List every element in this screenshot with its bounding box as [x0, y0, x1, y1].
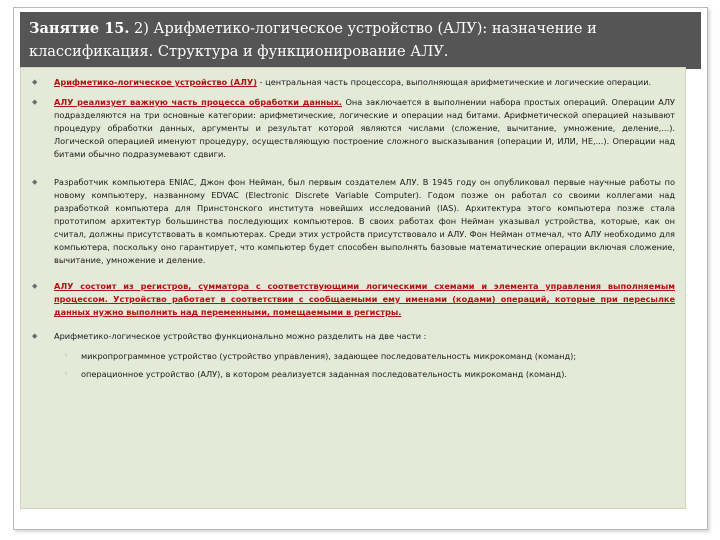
paragraph-4: ◆ АЛУ состоит из регистров, сумматора с соответствующими логическими схемами и элемента управления выполняемым процессом. Устройство работает в соответствии с сообщаемыми ему именами (кодами) операций, которые при пересылке данных нужно выполнить над переменными, помещаемыми в регистры.	[32, 281, 675, 317]
sub-bullet-icon: ◦	[64, 352, 69, 360]
bullet-icon: ◆	[32, 78, 38, 86]
paragraph-2: ◆ АЛУ реализует важную часть процесса обработки данных. Она заключается в выполнении набора простых операций. Операции АЛУ подразделяются на три основные категории: арифметические, логические и операции над битами. Арифметической операцией называют процедуру обработки данных, аргументы и результат которой являются числами (сложение, вычитание, умножение, деление,...). Логической операцией именуют процедуру, осуществляющую построение сложного высказывания (операции И, ИЛИ, НЕ,...). Операции над битами обычно подразумевают сдвиги.	[32, 97, 675, 159]
title-band	[20, 12, 701, 69]
bullet-icon: ◆	[32, 178, 38, 186]
paragraph-3: ◆ Разработчик компьютера ENIAC, Джон фон Нейман, был первым создателем АЛУ. В 1945 году он опубликовал первые научные работы по новому компьютеру, названному EDVAC (Electronic Discrete Variable Computer). Годом позже он работал со своими коллегами над разработкой компьютера для Принстонского института новейших исследований (IAS). Архитектура этого компьютера позже стала прототипом архитектур большинства последующих компьютеров. В своих работах фон Нейман указывал устройства, которые, как он считал, должны присутствовать в компьютерах. Среди этих устройств присутствовало и АЛУ. Фон Нейман отмечал, что АЛУ необходимо для компьютера, поскольку оно гарантирует, что компьютер будет способен выполнять базовые математические операции включая сложение, вычитание, умножение и деление.	[32, 177, 675, 265]
paragraph-1: ◆ Арифметико-логическое устройство (АЛУ) - центральная часть процессора, выполняющая арифметические и логические операции.	[32, 77, 652, 87]
content-box	[20, 67, 686, 509]
sub-item-1: ◦ микропрограммное устройство (устройство управления), задающее последовательность микрокоманд (команд);	[64, 351, 577, 361]
sub-item-2: ◦ операционное устройство (АЛУ), в котором реализуется заданная последовательность микрокоманд (команд).	[64, 369, 567, 379]
slide-title: Занятие 15. 2) Арифметико-логическое устройство (АЛУ): назначение и классификация. Структура и функционирование АЛУ.	[29, 20, 597, 60]
bullet-icon: ◆	[32, 282, 38, 290]
sub-bullet-icon: ◦	[64, 370, 69, 378]
bullet-icon: ◆	[32, 332, 38, 340]
paragraph-5: ◆ Арифметико-логическое устройство функционально можно разделить на две части :	[32, 331, 427, 341]
bullet-icon: ◆	[32, 98, 38, 106]
